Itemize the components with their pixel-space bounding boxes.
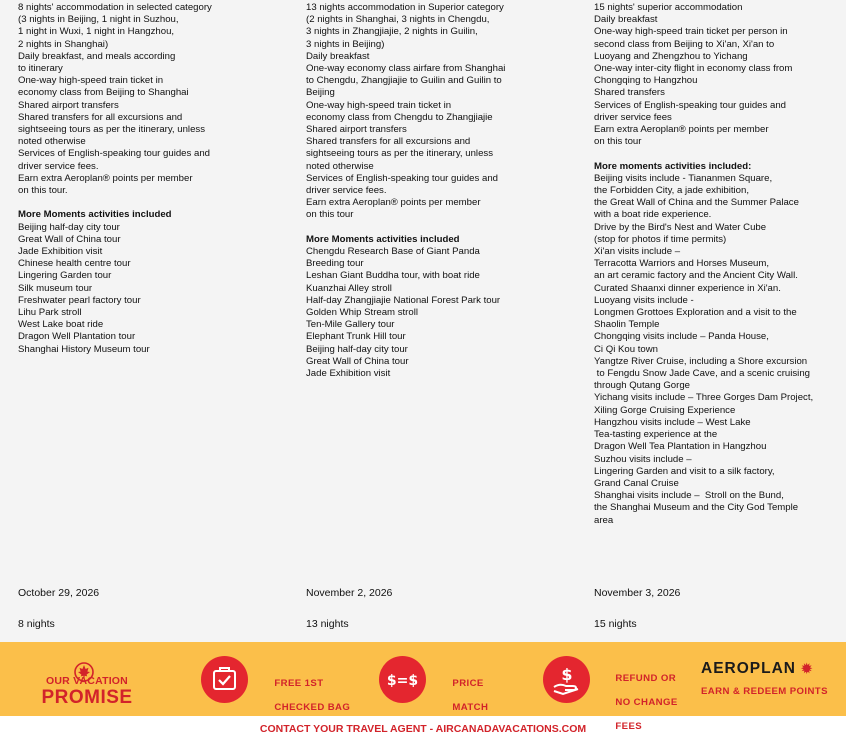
inclusion-line: Great Wall of China tour [18, 233, 121, 245]
luggage-check-icon [201, 656, 248, 703]
inclusion-line: on this tour [306, 209, 354, 221]
inclusion-line: Yangtze River Cruise, including a Shore excursion [594, 355, 808, 367]
inclusion-line: sightseeing tours as per the itinerary, unless [18, 124, 205, 136]
inclusion-line: Beijing [306, 87, 335, 99]
inclusion-line: Shared transfers for all excursions and [306, 136, 471, 148]
inclusion-line: driver service fees [594, 111, 672, 123]
aeroplan-logo [701, 660, 813, 678]
inclusion-line: Daily breakfast [594, 14, 658, 26]
refund-label-line1: REFUND OR [615, 673, 677, 684]
inclusion-line: 1 night in Wuxi, 1 night in Hangzhou, [18, 26, 175, 38]
inclusion-line: Daily breakfast, and meals according [18, 50, 176, 62]
free-bag-label-line2: CHECKED BAG [274, 702, 351, 713]
vacation-promise [0, 642, 170, 716]
inclusion-line: Hangzhou visits include – West Lake [594, 416, 751, 428]
inclusion-line: Kuanzhai Alley stroll [306, 282, 392, 294]
inclusion-line: 13 nights accommodation in Superior category [306, 2, 504, 13]
free-bag-label [256, 666, 350, 726]
inclusion-line: Services of English-speaking tour guides and [306, 172, 498, 184]
inclusion-line: the Shanghai Museum and the City God Temple [594, 502, 799, 514]
inclusion-line: Dragon Well Tea Plantation in Hangzhou [594, 441, 767, 453]
inclusion-line: Jade Exhibition visit [306, 368, 391, 380]
spacer [306, 222, 581, 234]
aeroplan-wordmark: AEROPLAN [701, 660, 796, 677]
inclusion-line: Luoyang visits include - [594, 294, 694, 306]
refund-benefit [542, 642, 678, 732]
aeroplan-tagline: EARN & REDEEM POINTS [701, 686, 828, 697]
departure-date-2: November 2, 2026 [306, 587, 393, 599]
inclusion-line: (stop for photos if time permits) [594, 233, 727, 245]
promise-line1: OUR VACATION [46, 675, 128, 687]
inclusion-line: Terracotta Warriors and Horses Museum, [594, 258, 770, 270]
inclusion-line: One-way high-speed train ticket in [18, 75, 164, 87]
inclusion-line: Beijing half-day city tour [18, 221, 120, 233]
inclusion-line: sightseeing tours as per the itinerary, unless [306, 148, 493, 160]
tour-length-2: 13 nights [306, 618, 349, 630]
inclusion-line: Leshan Giant Buddha tour, with boat ride [306, 270, 480, 282]
inclusion-line: Shanghai visits include – Stroll on the Bund, [594, 490, 784, 502]
inclusion-line: Great Wall of China tour [306, 355, 409, 367]
inclusion-line: to Fengdu Snow Jade Cave, and a scenic cruising [594, 368, 810, 380]
price-match-benefit [378, 642, 498, 716]
inclusion-line: One-way economy class airfare from Shanghai [306, 63, 506, 75]
inclusion-line: Services of English-speaking tour guides and [594, 99, 786, 111]
inclusion-line: Yichang visits include – Three Gorges Dam Project, [594, 392, 814, 404]
price-match-label-line1: PRICE [452, 678, 484, 689]
tour-length-1: 8 nights [18, 618, 55, 630]
inclusion-line: Chengdu Research Base of Giant Panda [306, 246, 480, 258]
inclusion-line: with a boat ride experience. [594, 209, 712, 221]
price-match-label-line2: MATCH [452, 702, 489, 713]
inclusion-line: Curated Shaanxi dinner experience in Xi'an. [594, 282, 781, 294]
inclusion-line: 8 nights' accommodation in selected category [18, 2, 212, 13]
refund-hand-icon [543, 656, 590, 703]
inclusion-line: Breeding tour [306, 258, 364, 270]
promise-line2: PROMISE [41, 687, 133, 708]
inclusion-line: Elephant Trunk Hill tour [306, 331, 406, 343]
inclusion-line: driver service fees. [306, 185, 387, 197]
refund-label-line3: FEES [615, 721, 643, 732]
inclusion-line: the Forbidden City, a jade exhibition, [594, 185, 750, 197]
inclusion-line: driver service fees. [18, 160, 99, 172]
contact-travel-agent-link[interactable]: CONTACT YOUR TRAVEL AGENT - AIRCANADAVACATIONS.COM [259, 723, 587, 735]
departure-date-1: October 29, 2026 [18, 587, 100, 599]
inclusion-line: One-way inter-city flight in economy class from [594, 63, 793, 75]
inclusion-line: Tea-tasting experience at the [594, 429, 718, 441]
inclusion-line: area [594, 514, 614, 526]
promise-title [40, 675, 134, 707]
free-bag-benefit [200, 642, 350, 716]
inclusion-line: 2 nights in Shanghai) [18, 38, 109, 50]
tour-column-2 [306, 2, 581, 380]
inclusion-line: Chongqing visits include – Panda House, [594, 331, 769, 343]
inclusion-line: Shared transfers [594, 87, 665, 99]
inclusion-line: Jade Exhibition visit [18, 246, 103, 258]
inclusion-line: economy class from Beijing to Shanghai [18, 87, 189, 99]
inclusion-line: 3 nights in Beijing) [306, 38, 385, 50]
svg-text:$=$: $=$ [386, 673, 419, 689]
inclusion-line: Grand Canal Cruise [594, 477, 679, 489]
inclusion-line: Drive by the Bird's Nest and Water Cube [594, 221, 767, 233]
inclusion-line: 15 nights' superior accommodation [594, 2, 743, 13]
inclusion-line: Suzhou visits include – [594, 453, 692, 465]
inclusion-line: Ten-Mile Gallery tour [306, 319, 395, 331]
inclusion-line: Services of English-speaking tour guides and [18, 148, 210, 160]
inclusion-line: Shared transfers for all excursions and [18, 111, 183, 123]
free-bag-label-line1: FREE 1ST [274, 678, 324, 689]
inclusion-line: Longmen Grottoes Exploration and a visit to the [594, 307, 797, 319]
inclusion-line: Luoyang and Zhengzhou to Yichang [594, 50, 748, 62]
inclusion-line: Dragon Well Plantation tour [18, 331, 136, 343]
inclusion-line: second class from Beijing to Xi'an, Xi'an to [594, 38, 775, 50]
inclusion-line: 3 nights in Zhangjiajie, 2 nights in Guilin, [306, 26, 478, 38]
aeroplan-leaf-icon: ✹ [801, 661, 814, 676]
price-match-icon [379, 656, 426, 703]
tour-column-3 [594, 2, 844, 527]
inclusion-line: West Lake boat ride [18, 319, 104, 331]
inclusion-line: (3 nights in Beijing, 1 night in Suzhou, [18, 14, 179, 26]
svg-text:$: $ [561, 665, 573, 684]
activities-heading: More Moments activities included [306, 233, 460, 245]
inclusion-line: Golden Whip Stream stroll [306, 307, 418, 319]
tour-length-3: 15 nights [594, 618, 637, 630]
inclusion-line: Lingering Garden and visit to a silk factory, [594, 465, 775, 477]
inclusion-line: Beijing visits include - Tiananmen Square, [594, 172, 773, 184]
inclusion-line: through Qutang Gorge [594, 380, 691, 392]
spacer [18, 197, 288, 209]
inclusion-line: Earn extra Aeroplan® points per member [306, 197, 481, 209]
inclusion-line: Lingering Garden tour [18, 270, 112, 282]
inclusion-line: Silk museum tour [18, 282, 93, 294]
inclusion-line: Chinese health centre tour [18, 258, 131, 270]
inclusion-line: an art ceramic factory and the Ancient City Wall. [594, 270, 798, 282]
inclusion-line: the Great Wall of China and the Summer Palace [594, 197, 799, 209]
inclusion-line: Daily breakfast [306, 50, 370, 62]
inclusion-line: Half-day Zhangjiajie National Forest Park tour [306, 294, 501, 306]
inclusion-line: Ci Qi Kou town [594, 343, 658, 355]
inclusion-line: One-way high-speed train ticket per person in [594, 26, 788, 38]
spacer [594, 148, 844, 160]
inclusion-line: One-way high-speed train ticket in [306, 99, 452, 111]
inclusion-line: Shared airport transfers [306, 124, 407, 136]
inclusion-line: economy class from Chengdu to Zhangjiajie [306, 111, 493, 123]
inclusion-line: Earn extra Aeroplan® points per member [18, 172, 193, 184]
inclusion-line: Shaolin Temple [594, 319, 660, 331]
tour-column-1 [18, 2, 288, 356]
inclusion-line: Earn extra Aeroplan® points per member [594, 124, 769, 136]
inclusion-line: on this tour. [18, 185, 68, 197]
inclusion-line: Xiling Gorge Cruising Experience [594, 404, 736, 416]
inclusion-line: Shanghai History Museum tour [18, 343, 150, 355]
activities-heading: More Moments activities included [18, 209, 172, 221]
activities-heading: More moments activities included: [594, 160, 752, 172]
inclusion-line: on this tour [594, 136, 642, 148]
departure-date-3: November 3, 2026 [594, 587, 681, 599]
inclusion-line: Lihu Park stroll [18, 307, 82, 319]
inclusion-line: (2 nights in Shanghai, 3 nights in Chengdu, [306, 14, 490, 26]
inclusion-line: Freshwater pearl factory tour [18, 294, 141, 306]
inclusion-line: Beijing half-day city tour [306, 343, 408, 355]
inclusion-line: to Chengdu, Zhangjiajie to Guilin and Guilin to [306, 75, 502, 87]
inclusion-line: noted otherwise [306, 160, 374, 172]
inclusion-line: Xi'an visits include – [594, 246, 681, 258]
inclusion-line: Chongqing to Hangzhou [594, 75, 698, 87]
inclusion-line: to itinerary [18, 63, 63, 75]
inclusion-line: noted otherwise [18, 136, 86, 148]
inclusion-line: Shared airport transfers [18, 99, 119, 111]
price-match-label [434, 666, 488, 726]
refund-label-line2: NO CHANGE [615, 697, 678, 708]
